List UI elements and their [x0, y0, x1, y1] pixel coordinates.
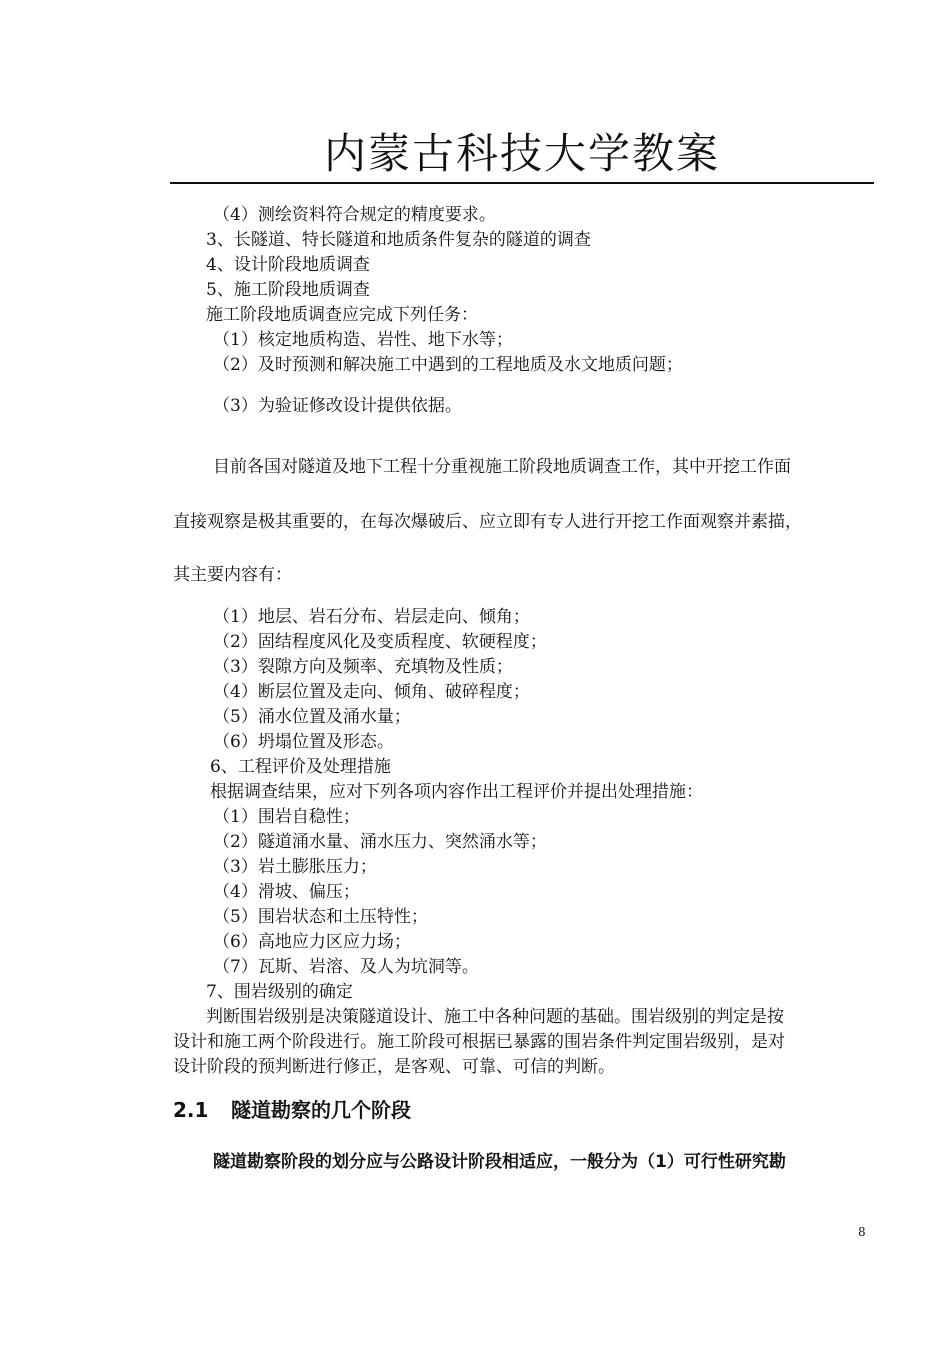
text-line: （4）测绘资料符合规定的精度要求。	[213, 205, 496, 225]
section-number: 2.1	[173, 1098, 209, 1122]
text-line: （1）核定地质构造、岩性、地下水等；	[213, 330, 513, 350]
document-header-title: 内蒙古科技大学教案	[323, 129, 720, 178]
text-line: 5、施工阶段地质调查	[206, 280, 370, 300]
list-item: （6）高地应力区应力场；	[213, 932, 411, 952]
list-item: （3）裂隙方向及频率、充填物及性质；	[213, 657, 513, 677]
subheading-line: 7、围岩级别的确定	[206, 982, 353, 1002]
text-line: （2）及时预测和解决施工中遇到的工程地质及水文地质问题；	[213, 355, 683, 375]
list-item: （7）瓦斯、岩溶、及人为坑洞等。	[213, 957, 479, 977]
list-item: （2）隧道涌水量、涌水压力、突然涌水等；	[213, 832, 547, 852]
paragraph-line: 设计和施工两个阶段进行。施工阶段可根据已暴露的围岩条件判定围岩级别，是对	[173, 1032, 785, 1052]
list-item: （3）岩土膨胀压力；	[213, 857, 377, 877]
text-line: 4、设计阶段地质调查	[206, 255, 370, 275]
text-line: 3、长隧道、特长隧道和地质条件复杂的隧道的调查	[206, 230, 591, 250]
list-item: （4）滑坡、偏压；	[213, 882, 360, 902]
text-line: （3）为验证修改设计提供依据。	[213, 396, 462, 416]
list-item: （1）地层、岩石分布、岩层走向、倾角；	[213, 607, 530, 627]
text-line: 施工阶段地质调查应完成下列任务：	[206, 305, 478, 325]
header-divider	[170, 182, 874, 184]
list-item: （6）坍塌位置及形态。	[213, 732, 394, 752]
section-heading	[173, 1097, 411, 1123]
list-item: （5）围岩状态和土压特性；	[213, 907, 428, 927]
list-item: （4）断层位置及走向、倾角、破碎程度；	[213, 682, 530, 702]
paragraph-line: 其主要内容有：	[173, 565, 292, 585]
paragraph-line: 设计阶段的预判断进行修正，是客观、可靠、可信的判断。	[173, 1057, 615, 1077]
text-line: 根据调查结果，应对下列各项内容作出工程评价并提出处理措施：	[210, 782, 703, 802]
paragraph-line: 判断围岩级别是决策隧道设计、施工中各种问题的基础。围岩级别的判定是按	[206, 1007, 784, 1027]
page-number: 8	[858, 1225, 866, 1239]
list-item: （5）涌水位置及涌水量；	[213, 707, 411, 727]
subheading-line: 6、工程评价及处理措施	[210, 757, 391, 777]
paragraph-line: 直接观察是极其重要的，在每次爆破后、应立即有专人进行开挖工作面观察并素描，	[173, 512, 802, 532]
section-title: 隧道勘察的几个阶段	[231, 1098, 411, 1122]
list-item: （2）固结程度风化及变质程度、软硬程度；	[213, 632, 547, 652]
list-item: （1）围岩自稳性；	[213, 807, 360, 827]
closing-paragraph: 隧道勘察阶段的划分应与公路设计阶段相适应，一般分为（1）可行性研究勘	[213, 1152, 786, 1172]
paragraph-line: 目前各国对隧道及地下工程十分重视施工阶段地质调查工作，其中开挖工作面	[213, 457, 791, 477]
